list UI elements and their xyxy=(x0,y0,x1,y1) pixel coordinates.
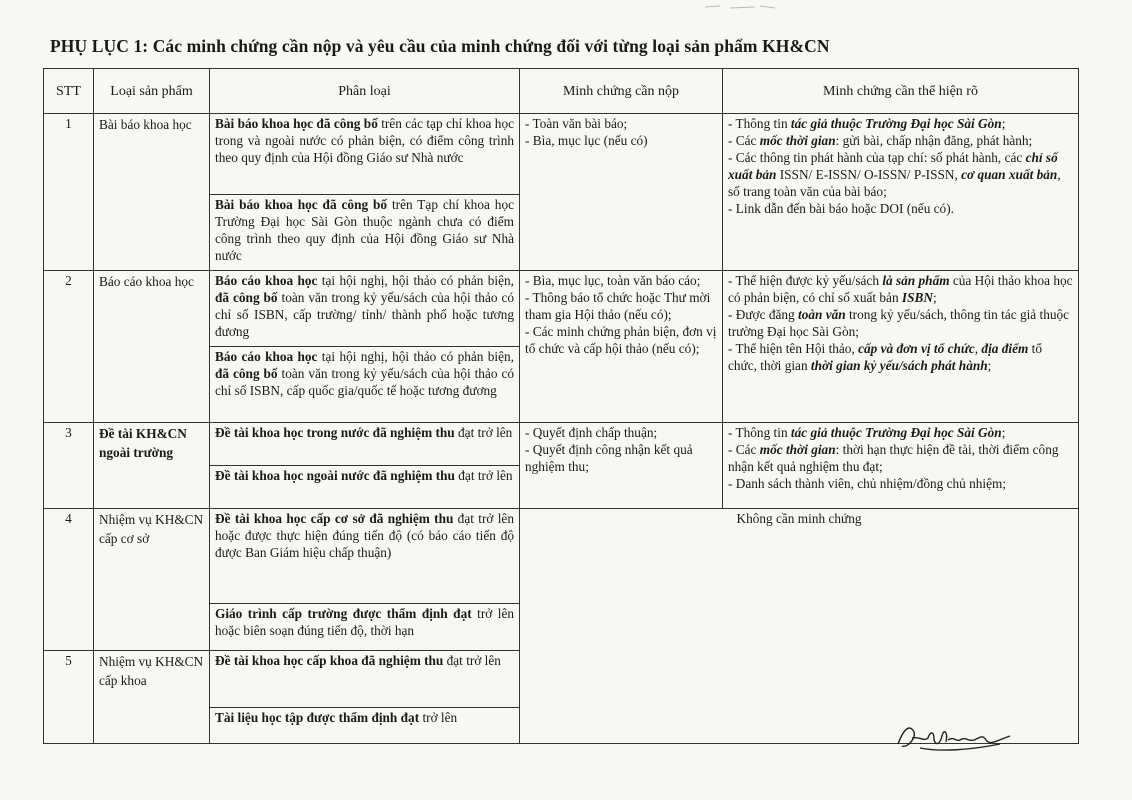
classification-bold: Báo cáo khoa học xyxy=(215,349,318,364)
classification-text: trên Tạp chí khoa học Trường Đại học Sài Gòn thuộc ngành chưa có điểm công trình theo quy định của Hội đồng Giáo sư Nhà nước xyxy=(215,197,514,263)
evidence-item: - Toàn văn bài báo; xyxy=(525,116,628,131)
evidence-item: - Thông báo tổ chức hoặc Thư mời tham gia Hội thảo (nếu có); xyxy=(525,290,711,322)
classification-cell xyxy=(210,114,520,195)
header-requirements: Minh chứng cần thể hiện rõ xyxy=(723,69,1079,114)
evidence-item: - Các minh chứng phản biện, đơn vị tổ chức và cấp hội thảo (nếu có); xyxy=(525,324,717,356)
classification-text: trở lên xyxy=(419,710,458,725)
stt-cell: 3 xyxy=(44,423,94,509)
requirement-emphasis: tác giả thuộc Trường Đại học Sài Gòn xyxy=(790,116,1002,131)
classification-cell xyxy=(210,509,520,604)
signature xyxy=(890,718,1020,758)
classification-text: toàn văn trong kỷ yếu/sách của hội thảo có chỉ số ISBN, cấp trường/ tỉnh/ thành phố hoặc tương đương xyxy=(215,290,514,339)
no-evidence-cell: Không cần minh chứng xyxy=(520,509,1079,744)
requirement-emphasis: cơ quan xuất bản xyxy=(961,167,1058,182)
requirement-text: ISSN/ E-ISSN/ O-ISSN/ P-ISSN, xyxy=(776,167,962,182)
requirement-emphasis: là sản phẩm xyxy=(882,273,950,288)
evidence-cell xyxy=(520,423,723,509)
classification-bold: Bài báo khoa học đã công bố xyxy=(215,116,378,131)
requirement-text: - Các xyxy=(728,442,760,457)
classification-bold: Đề tài khoa học cấp cơ sở đã nghiệm thu xyxy=(215,511,454,526)
classification-cell xyxy=(210,466,520,509)
requirement-item xyxy=(728,132,1073,149)
stt-cell: 1 xyxy=(44,114,94,271)
requirement-item xyxy=(728,441,1073,475)
stt-cell: 4 xyxy=(44,509,94,651)
header-row xyxy=(44,69,1079,114)
header-evidence: Minh chứng cần nộp xyxy=(520,69,723,114)
product-type-cell: Đề tài KH&CN ngoài trường xyxy=(94,423,210,509)
requirement-text: - Link dẫn đến bài báo hoặc DOI (nếu có). xyxy=(728,201,954,216)
requirement-text: ; xyxy=(1001,425,1006,440)
product-type-cell: Nhiệm vụ KH&CN cấp cơ sở xyxy=(94,509,210,651)
stt-cell: 5 xyxy=(44,651,94,744)
classification-text: trên các tạp chí khoa học trong và ngoài nước có phản biện, có điểm công trình theo quy định của Hội đồng Giáo sư Nhà nước xyxy=(215,116,515,165)
evidence-item: - Bìa, mục lục (nếu có) xyxy=(525,133,648,148)
evidence-item: - Quyết định chấp thuận; xyxy=(525,425,658,440)
requirement-emphasis: mốc thời gian xyxy=(759,133,836,148)
requirement-emphasis: mốc thời gian xyxy=(759,442,836,457)
page-title: PHỤ LỤC 1: Các minh chứng cần nộp và yêu cầu của minh chứng đối với từng loại sản phẩm KH&CN xyxy=(50,36,830,56)
requirement-emphasis: chỉ số xuất bản xyxy=(728,150,1058,182)
classification-bold: Đề tài khoa học trong nước đã nghiệm thu xyxy=(215,425,455,440)
requirement-item xyxy=(728,200,1073,217)
classification-bold: Báo cáo khoa học xyxy=(215,273,318,288)
classification-bold: Bài báo khoa học đã công bố xyxy=(215,197,388,212)
requirement-text: , số trang toàn văn của bài báo; xyxy=(728,167,1061,199)
header-classification: Phân loại xyxy=(210,69,520,114)
product-type-cell: Nhiệm vụ KH&CN cấp khoa xyxy=(94,651,210,744)
classification-bold: Đề tài khoa học ngoài nước đã nghiệm thu xyxy=(215,468,455,483)
requirement-text: - Thông tin xyxy=(728,116,791,131)
classification-text: trở lên hoặc biên soạn đúng tiến độ, thời hạn xyxy=(215,606,514,638)
requirement-emphasis: toàn văn xyxy=(798,307,846,322)
evidence-item: - Quyết định công nhận kết quả nghiệm thu; xyxy=(525,442,693,474)
requirement-emphasis: thời gian kỷ yếu/sách phát hành xyxy=(810,358,988,373)
requirement-text: ; xyxy=(1001,116,1006,131)
requirement-text: - Các thông tin phát hành của tạp chí: số phát hành, các xyxy=(728,150,1026,165)
classification-cell xyxy=(210,271,520,347)
classification-cell xyxy=(210,347,520,423)
appendix-table xyxy=(43,68,1079,744)
classification-text: tại hội nghị, hội thảo có phản biện, xyxy=(317,273,514,288)
requirement-text: - Được đăng xyxy=(728,307,798,322)
classification-bold: Đề tài khoa học cấp khoa đã nghiệm thu xyxy=(215,653,444,668)
product-type-cell: Báo cáo khoa học xyxy=(94,271,210,423)
requirement-emphasis: tác giả thuộc Trường Đại học Sài Gòn xyxy=(790,425,1002,440)
classification-bold: đã công bố xyxy=(215,290,278,305)
evidence-item: - Bìa, mục lục, toàn văn báo cáo; xyxy=(525,273,701,288)
requirement-text: : thời hạn thực hiện đề tài, thời điểm công nhận kết quả nghiệm thu đạt; xyxy=(728,442,1059,474)
requirement-text: trong kỷ yếu/sách, thông tin tác giả thuộc trường Đại học Sài Gòn; xyxy=(728,307,1070,339)
table-row xyxy=(44,423,1079,466)
requirement-text: : gửi bài, chấp nhận đăng, phát hành; xyxy=(835,133,1033,148)
header-type: Loại sản phẩm xyxy=(94,69,210,114)
requirement-emphasis: địa điểm xyxy=(981,341,1029,356)
requirement-text: của Hội thảo khoa học có phản biện, có chỉ số xuất bản xyxy=(728,273,1073,305)
requirement-item xyxy=(728,424,1073,441)
requirement-item xyxy=(728,115,1073,132)
classification-cell xyxy=(210,604,520,651)
requirement-item xyxy=(728,306,1073,340)
classification-cell xyxy=(210,195,520,271)
requirement-text: - Thông tin xyxy=(728,425,791,440)
requirement-text: - Thể hiện được kỷ yếu/sách xyxy=(728,273,883,288)
requirement-text: - Thể hiện tên Hội thảo, xyxy=(728,341,859,356)
requirements-cell xyxy=(723,423,1079,509)
requirement-text: - Các xyxy=(728,133,760,148)
requirement-text: tổ chức, thời gian xyxy=(728,341,1042,373)
classification-text: tại hội nghị, hội thảo có phản biện, xyxy=(317,349,514,364)
classification-text: đạt trở lên xyxy=(443,653,501,668)
requirement-emphasis: cấp và đơn vị tổ chức xyxy=(858,341,975,356)
evidence-cell xyxy=(520,114,723,271)
table-row xyxy=(44,114,1079,195)
classification-cell xyxy=(210,708,520,744)
classification-text: đạt trở lên xyxy=(454,425,513,440)
requirement-text: ; xyxy=(987,358,992,373)
requirement-text: , xyxy=(974,341,982,356)
evidence-cell xyxy=(520,271,723,423)
classification-cell xyxy=(210,651,520,708)
classification-bold: Tài liệu học tập được thẩm định đạt xyxy=(215,710,420,725)
product-type-cell: Bài báo khoa học xyxy=(94,114,210,271)
header-stt: STT xyxy=(44,69,94,114)
requirement-item xyxy=(728,340,1073,374)
requirement-item xyxy=(728,149,1073,200)
classification-text: toàn văn trong kỷ yếu/sách của hội thảo có chỉ số ISBN, cấp quốc gia/quốc tế hoặc tương đương xyxy=(215,366,514,398)
requirement-item xyxy=(728,475,1073,492)
scan-marks xyxy=(700,0,780,10)
requirement-text: ; xyxy=(932,290,937,305)
requirements-cell xyxy=(723,114,1079,271)
requirement-emphasis: ISBN xyxy=(901,290,933,305)
stt-cell: 2 xyxy=(44,271,94,423)
classification-text: đạt trở lên hoặc được thực hiện đúng tiến độ (có báo cáo tiến độ được Ban Giám hiệu chấp thuận) xyxy=(215,511,514,560)
table-row xyxy=(44,509,1079,604)
requirement-text: - Danh sách thành viên, chủ nhiệm/đồng chủ nhiệm; xyxy=(728,476,1007,491)
requirements-cell xyxy=(723,271,1079,423)
classification-bold: đã công bố xyxy=(215,366,278,381)
classification-cell xyxy=(210,423,520,466)
table-row xyxy=(44,271,1079,347)
requirement-item xyxy=(728,272,1073,306)
classification-bold: Giáo trình cấp trường được thẩm định đạt xyxy=(215,606,472,621)
classification-text: đạt trở lên xyxy=(454,468,513,483)
